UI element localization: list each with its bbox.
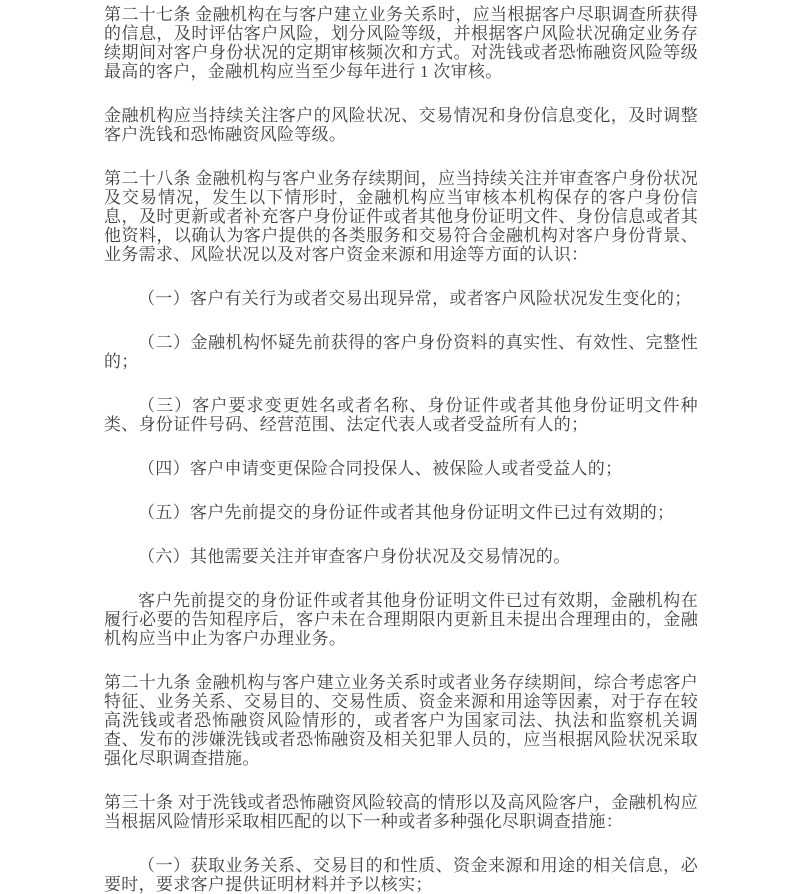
- article-28-item-3: （三）客户要求变更姓名或者名称、身份证件或者其他身份证明文件种类、身份证件号码、经营范围、法定代表人或者受益所有人的；: [104, 396, 698, 434]
- article-28-item-1: （一）客户有关行为或者交易出现异常，或者客户风险状况发生变化的；: [138, 289, 692, 308]
- paragraph-expired-documents: 客户先前提交的身份证件或者其他身份证明文件已过有效期，金融机构在履行必要的告知程序后，客户未在合理期限内更新且未提出合理理由的，金融机构应当中止为客户办理业务。: [104, 591, 698, 648]
- paragraph-article-29: 第二十九条 金融机构与客户建立业务关系时或者业务存续期间，综合考虑客户特征、业务关系、交易目的、交易性质、资金来源和用途等因素，对于存在较高洗钱或者恐怖融资风险情形的，或者客户为国家司法、执法和监察机关调查、发布的涉嫌洗钱或者恐怖融资及相关犯罪人员的，应当根据风险状况采取强化尽职调查措施。: [104, 673, 698, 768]
- paragraph-article-27: 第二十七条 金融机构在与客户建立业务关系时，应当根据客户尽职调查所获得的信息，及时评估客户风险，划分风险等级，并根据客户风险状况确定业务存续期间对客户身份状况的定期审核频次和方式。对洗钱或者恐怖融资风险等级最高的客户，金融机构应当至少每年进行 1 次审核。: [104, 5, 698, 81]
- article-28-item-4: （四）客户申请变更保险合同投保人、被保险人或者受益人的；: [138, 459, 623, 478]
- article-28-item-5: （五）客户先前提交的身份证件或者其他身份证明文件已过有效期的；: [138, 503, 675, 522]
- paragraph-article-30: 第三十条 对于洗钱或者恐怖融资风险较高的情形以及高风险客户，金融机构应当根据风险情形采取相匹配的以下一种或者多种强化尽职调查措施：: [104, 793, 698, 831]
- article-28-item-6: （六）其他需要关注并审查客户身份状况及交易情况的。: [138, 547, 571, 566]
- paragraph-article-28: 第二十八条 金融机构与客户业务存续期间，应当持续关注并审查客户身份状况及交易情况，发生以下情形时，金融机构应当审核本机构保存的客户身份信息，及时更新或者补充客户身份证件或者其他身份证明文件、身份信息或者其他资料，以确认为客户提供的各类服务和交易符合金融机构对客户身份背景、业务需求、风险状况以及对客户资金来源和用途等方面的认识：: [104, 169, 698, 264]
- paragraph-risk-monitoring: 金融机构应当持续关注客户的风险状况、交易情况和身份信息变化，及时调整客户洗钱和恐怖融资风险等级。: [104, 106, 698, 144]
- article-28-item-2: （二）金融机构怀疑先前获得的客户身份资料的真实性、有效性、完整性的；: [104, 333, 698, 371]
- article-30-item-1: （一）获取业务关系、交易目的和性质、资金来源和用途的相关信息，必要时，要求客户提供证明材料并予以核实；: [104, 856, 698, 894]
